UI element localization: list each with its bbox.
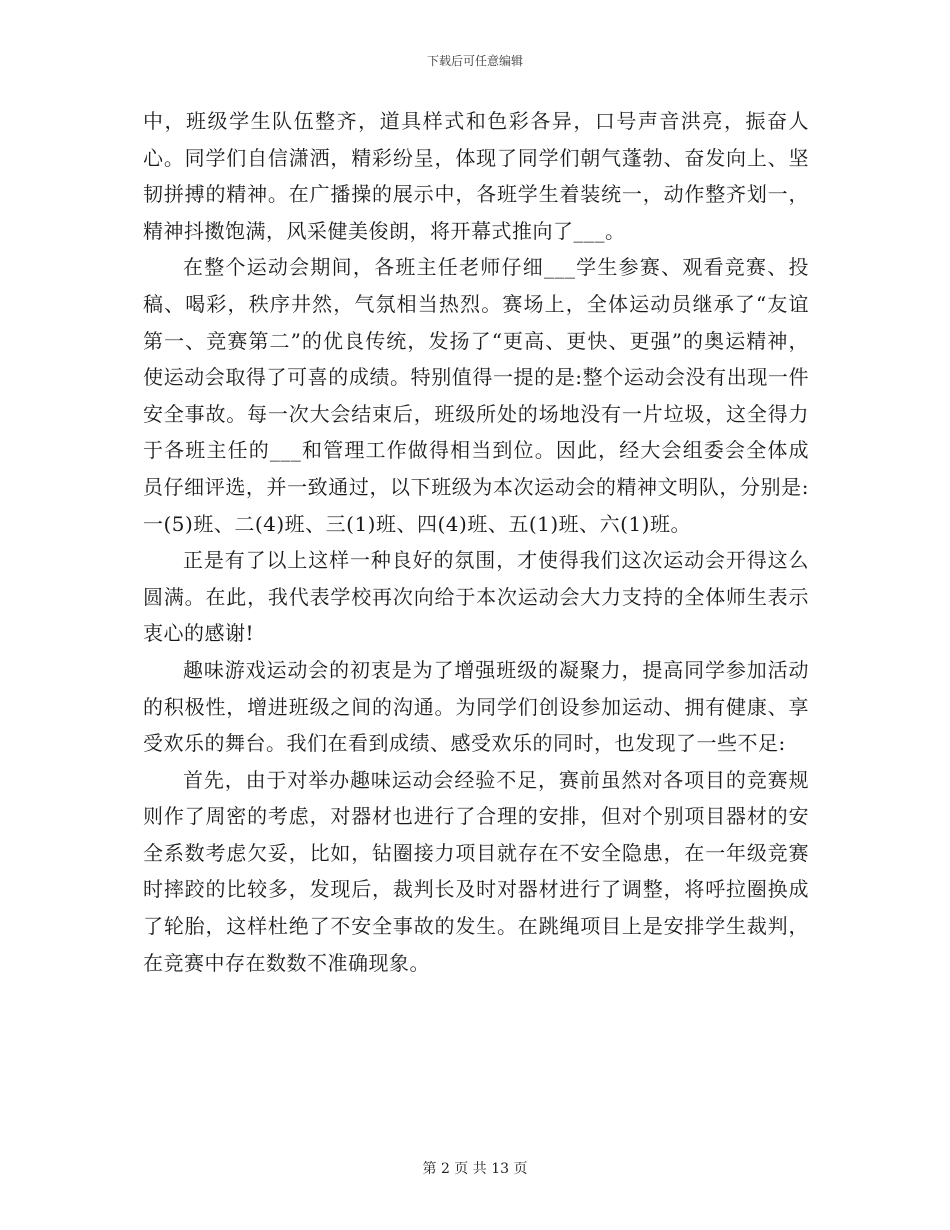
paragraph-5: 首先，由于对举办趣味运动会经验不足，赛前虽然对各项目的竞赛规则作了周密的考虑，对器材也进行了合理的安排，但对个别项目器材的安全系数考虑欠妥，比如，钻圈接力项目就存在不安全隐患，在一年级竞赛时摔跤的比较多，发现后，裁判长及时对器材进行了调整，将呼拉圈换成了轮胎，这样杜绝了不安全事故的发生。在跳绳项目上是安排学生裁判，在竞赛中存在数数不准确现象。 [143, 767, 809, 975]
paragraph-2: 在整个运动会期间，各班主任老师仔细___学生参赛、观看竞赛、投稿、喝彩，秩序井然，气氛相当热烈。赛场上，全体运动员继承了“友谊第一、竞赛第二”的优良传统，发扬了“更高、更快、更强”的奥运精神，使运动会取得了可喜的成绩。特别值得一提的是:整个运动会没有出现一件安全事故。每一次大会结束后，班级所处的场地没有一片垃圾，这全得力于各班主任的___和管理工作做得相当到位。因此，经大会组委会全体成员仔细评选，并一致通过，以下班级为本次运动会的精神文明队，分别是:一(5)班、二(4)班、三(1)班、四(4)班、五(1)班、六(1)班。 [143, 255, 809, 536]
paragraph-1: 中，班级学生队伍整齐，道具样式和色彩各异，口号声音洪亮，振奋人心。同学们自信潇洒，精彩纷呈，体现了同学们朝气蓬勃、奋发向上、坚韧拼搏的精神。在广播操的展示中，各班学生着装统一，动作整齐划一，精神抖擞饱满，风采健美俊朗，将开幕式推向了___。 [143, 109, 809, 243]
page-footer: 第 2 页 共 13 页 [422, 1161, 528, 1177]
document-body [143, 103, 809, 981]
page-header: 下载后可任意编辑 [426, 54, 523, 68]
paragraph-4: 趣味游戏运动会的初衷是为了增强班级的凝聚力，提高同学参加活动的积极性，增进班级之间的沟通。为同学们创设参加运动、拥有健康、享受欢乐的舞台。我们在看到成绩、感受欢乐的同时，也发现了一些不足: [143, 657, 809, 756]
paragraph-3: 正是有了以上这样一种良好的氛围，才使得我们这次运动会开得这么圆满。在此，我代表学校再次向给于本次运动会大力支持的全体师生表示衷心的感谢! [143, 548, 809, 646]
